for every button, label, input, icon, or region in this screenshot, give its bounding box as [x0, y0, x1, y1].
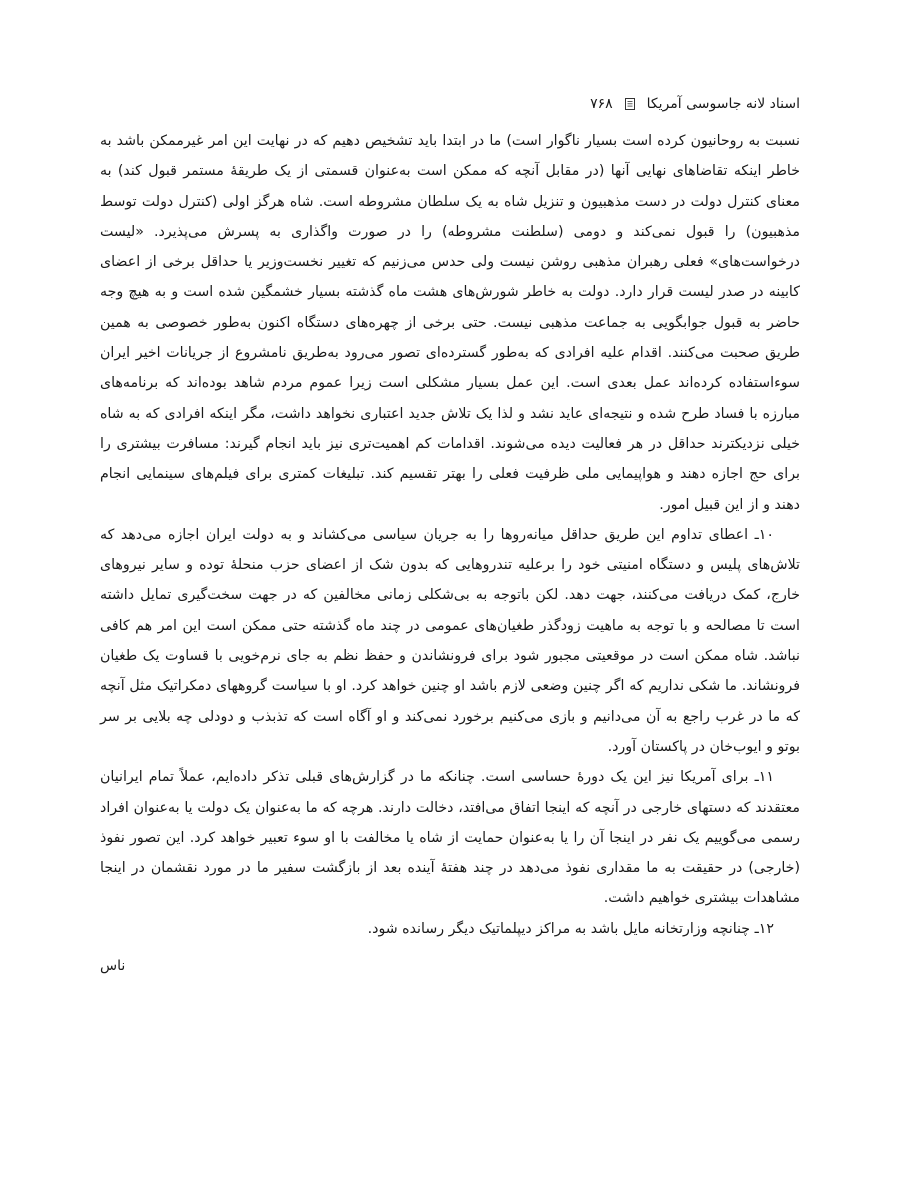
body-text: [100, 126, 800, 944]
page-number: ۷۶۸: [590, 96, 613, 112]
document-page: [100, 92, 800, 978]
document-icon: [623, 97, 637, 111]
paragraph-10: ۱۰ـ اعطای تداوم این طریق حداقل میانه‌روها را به جریان سیاسی می‌کشاند و به دولت ایران اجازه می‌دهد که تلاش‌های پلیس و دستگاه امنیتی خود را برعلیه تندروهایی که بدون شک از اعضای حزب منحلهٔ توده و سایر نیروهای خارج، کمک دریافت می‌کنند، جهت دهد. لکن باتوجه به بی‌شکلی زمانی مخالفین که در جهت سخت‌گیری تمایل داشته است تا مصالحه و با توجه به ماهیت زودگذر طغیان‌های عمومی در چند ماه گذشته حتی ممکن است این امر هم کافی نباشد. شاه ممکن است در موقعیتی مجبور شود برای فرونشاندن و حفظ نظم به جای نرم‌خویی با قساوت یک طغیان فرونشاند. ما شکی نداریم که اگر چنین وضعی لازم باشد او چنین خواهد کرد. او با سیاست گروههای دمکراتیک مثل آنچه که ما در غرب راجع به آن می‌دانیم و بازی می‌کنیم برخورد نمی‌کند و او آگاه است که تذبذب و دودلی چه بلایی بر سر بوتو و ایوب‌خان در پاکستان آورد.: [100, 526, 800, 755]
paragraph-11: ۱۱ـ برای آمریکا نیز این یک دورهٔ حساسی است. چنانکه ما در گزارش‌های قبلی تذکر داده‌ایم، عملاً تمام ایرانیان معتقدند که دستهای خارجی در آنچه که اینجا اتفاق می‌افتد، دخالت دارند. هرچه که ما به‌عنوان یک دولت یا به‌عنوان افراد رسمی می‌گوییم یک نفر در اینجا آن را یا به‌عنوان حمایت از شاه یا مخالفت با او سوء تعبیر خواهد کرد. این تصور نفوذ (خارجی) در حقیقت به ما مقداری نفوذ می‌دهد در چند هفتهٔ آینده بعد از بازگشت سفیر ما در مورد نقشمان در اینجا مشاهدات بیشتری خواهیم داشت.: [100, 769, 800, 907]
running-header: [100, 92, 800, 116]
signature: ناس: [100, 958, 126, 975]
paragraph-continuation: نسبت به روحانیون کرده است بسیار ناگوار است) ما در ابتدا باید تشخیص دهیم که در نهایت این امر غیرممکن باشد به خاطر اینکه تقاضاهای نهایی آنها (در مقابل آنچه که ممکن است به‌عنوان قسمتی از یک طریقهٔ مستمر قبول کند) به معنای کنترل دولت در دست مذهبیون و تنزیل شاه به یک سلطان مشروطه است. شاه هرگز اولی (کنترل دولت توسط مذهبیون) را قبول نمی‌کند و دومی (سلطنت مشروطه) را در صورت واگذاری به پسرش می‌پذیرد. «لیست درخواست‌های» فعلی رهبران مذهبی روشن نیست ولی حدس می‌زنیم که تغییر نخست‌وزیر یا حداقل برخی از اعضای کابینه در صدر لیست قرار دارد. دولت به خاطر شورش‌های هشت ماه گذشته بسیار خشمگین شده است و به هیچ وجه حاضر به قبول جوابگویی به جماعت مذهبی نیست. حتی برخی از چهره‌های دستگاه اکنون به‌طور خصوصی به همین طریق صحبت می‌کنند. اقدام علیه افرادی که به‌طور گسترده‌ای تصور می‌رود به‌طریق نامشروع از جریانات اخیر ایران سوءاستفاده کرده‌اند عمل بعدی است. این عمل بسیار مشکلی است زیرا عموم مردم شاهد بوده‌اند که برنامه‌های مبارزه با فساد طرح شده و نتیجه‌ای عاید نشد و لذا یک تلاش جدید اعتباری نخواهد داشت، مگر اینکه افرادی که به شاه خیلی نزدیکترند حداقل در هر فعالیت دیده می‌شوند. اقدامات کم اهمیت‌تری نیز باید انجام گیرند: مسافرت بیشتری را برای حج اجازه دهند و هواپیمایی ملی ظرفیت فعلی را بهتر تقسیم کند. تبلیغات کمتری برای فیلم‌های سینمایی انجام دهند و از این قبیل امور.: [100, 133, 800, 513]
paragraph-12: ۱۲ـ چنانچه وزارتخانه مایل باشد به مراکز دیپلماتیک دیگر رسانده شود.: [367, 920, 774, 937]
book-title: اسناد لانه جاسوسی آمریکا: [646, 96, 800, 112]
